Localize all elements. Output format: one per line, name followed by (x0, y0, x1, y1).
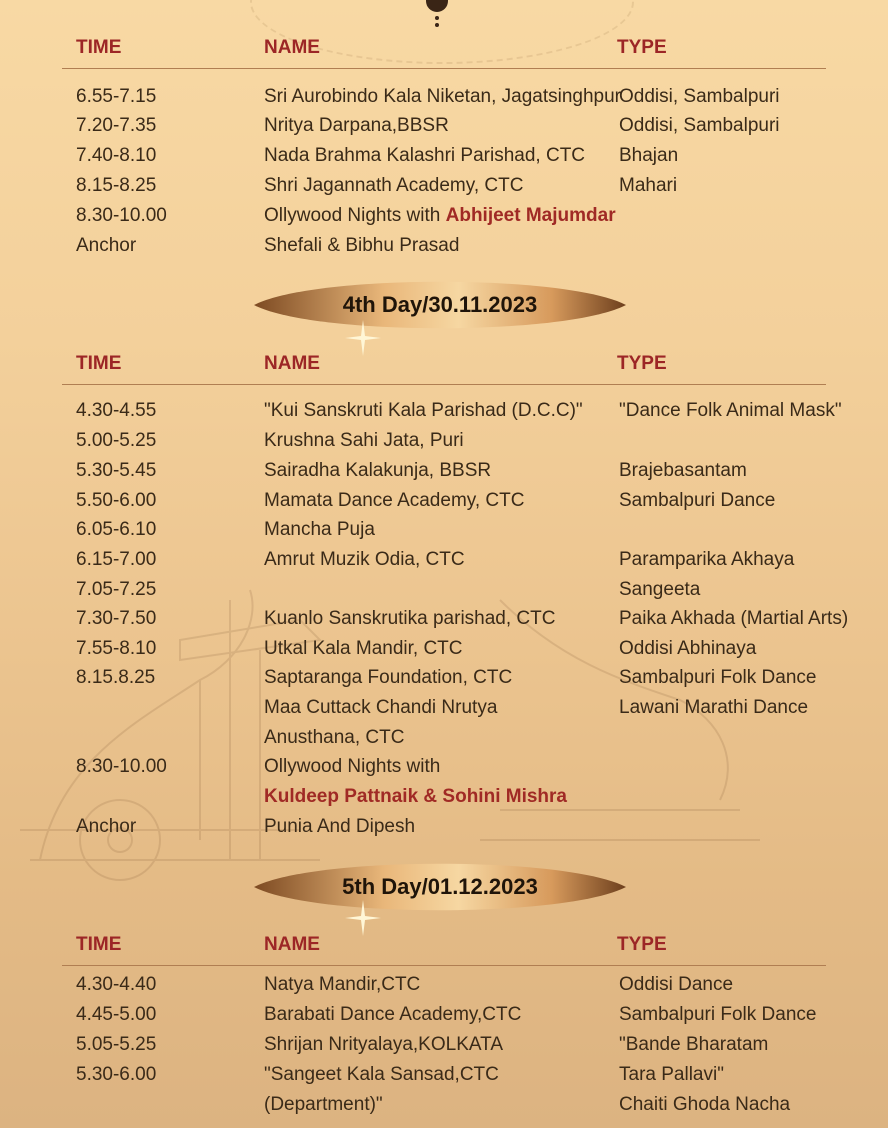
table-row (0, 812, 888, 842)
row-time: 8.15-8.25 (76, 175, 157, 196)
row-name: Natya Mandir,CTC (264, 974, 421, 995)
table-row (0, 575, 888, 605)
row-name: Anusthana, CTC (264, 727, 405, 748)
row-time: 6.55-7.15 (76, 86, 157, 107)
row-time: 7.30-7.50 (76, 608, 157, 629)
time-column-header: TIME (76, 934, 122, 955)
row-time: 8.30-10.00 (76, 205, 167, 226)
row-type: Lawani Marathi Dance (619, 697, 809, 718)
artist-highlight: Kuldeep Pattnaik & Sohini Mishra (264, 786, 567, 807)
row-time: 7.20-7.35 (76, 115, 157, 136)
row-type: "Dance Folk Animal Mask" (619, 400, 842, 421)
row-name: "Sangeet Kala Sansad,CTC (264, 1064, 499, 1085)
table-row (0, 141, 888, 171)
section-3-header (0, 930, 888, 960)
table-row (0, 752, 888, 782)
time-column-header: TIME (76, 353, 122, 374)
row-name: Amrut Muzik Odia, CTC (264, 549, 465, 570)
row-type: Sambalpuri Dance (619, 490, 776, 511)
name-column-header: NAME (264, 37, 320, 58)
row-type: Chaiti Ghoda Nacha (619, 1094, 791, 1115)
day-banner (254, 858, 626, 916)
banner-date: 4th Day/30.11.2023 (342, 292, 538, 317)
table-row (0, 201, 888, 231)
table-row (0, 1090, 888, 1120)
row-name: Shefali & Bibhu Prasad (264, 235, 460, 256)
row-time: 4.30-4.40 (76, 974, 157, 995)
table-row (0, 1060, 888, 1090)
header-divider (62, 965, 826, 966)
row-type: Sambalpuri Folk Dance (619, 1004, 817, 1025)
section-1-header (0, 33, 888, 63)
name-column-header: NAME (264, 353, 320, 374)
row-time: 7.40-8.10 (76, 145, 157, 166)
table-row (0, 1030, 888, 1060)
row-type: Paika Akhada (Martial Arts) (619, 608, 849, 629)
table-row (0, 723, 888, 753)
row-name: "Kui Sanskruti Kala Parishad (D.C.C)" (264, 400, 583, 421)
row-type: Mahari (619, 175, 678, 196)
name-column-header: NAME (264, 934, 320, 955)
row-name (264, 205, 616, 227)
table-row (0, 515, 888, 545)
table-row (0, 663, 888, 693)
row-name: Shrijan Nrityalaya,KOLKATA (264, 1034, 503, 1055)
table-row (0, 231, 888, 261)
row-name: Shri Jagannath Academy, CTC (264, 175, 524, 196)
row-time: 8.30-10.00 (76, 756, 167, 777)
row-name: Kuanlo Sanskrutika parishad, CTC (264, 608, 556, 629)
row-type: Oddisi, Sambalpuri (619, 115, 780, 136)
table-row (0, 782, 888, 812)
row-time: 7.05-7.25 (76, 579, 157, 600)
table-row (0, 634, 888, 664)
row-time: 7.55-8.10 (76, 638, 157, 659)
row-type: Sangeeta (619, 579, 701, 600)
time-column-header: TIME (76, 37, 122, 58)
section-2-header (0, 349, 888, 379)
header-divider (62, 68, 826, 69)
row-name: Mancha Puja (264, 519, 375, 540)
row-type: Oddisi Abhinaya (619, 638, 757, 659)
table-row (0, 456, 888, 486)
row-time: 6.15-7.00 (76, 549, 157, 570)
row-name: (Department)" (264, 1094, 383, 1115)
row-time: 5.30-5.45 (76, 460, 157, 481)
row-name: Sairadha Kalakunja, BBSR (264, 460, 492, 481)
row-name: Punia And Dipesh (264, 816, 416, 837)
table-row (0, 426, 888, 456)
ornament-icon (424, 0, 450, 30)
row-time: 5.30-6.00 (76, 1064, 157, 1085)
row-type: "Bande Bharatam (619, 1034, 769, 1055)
row-type: Sambalpuri Folk Dance (619, 667, 817, 688)
banner-date: 5th Day/01.12.2023 (342, 874, 538, 899)
row-time: 4.30-4.55 (76, 400, 157, 421)
row-type: Oddisi Dance (619, 974, 734, 995)
row-time: 5.00-5.25 (76, 430, 157, 451)
table-row (0, 82, 888, 112)
table-row (0, 970, 888, 1000)
table-row (0, 545, 888, 575)
header-divider (62, 384, 826, 385)
row-time: Anchor (76, 816, 137, 837)
row-type: Tara Pallavi" (619, 1064, 724, 1085)
table-row (0, 693, 888, 723)
row-name: Nritya Darpana,BBSR (264, 115, 449, 136)
row-time: 5.50-6.00 (76, 490, 157, 511)
artist-highlight: Abhijeet Majumdar (445, 205, 616, 226)
row-time: 5.05-5.25 (76, 1034, 157, 1055)
table-row (0, 604, 888, 634)
day-banner (254, 276, 626, 334)
table-row (0, 1000, 888, 1030)
row-name: Barabati Dance Academy,CTC (264, 1004, 522, 1025)
row-name: Krushna Sahi Jata, Puri (264, 430, 464, 451)
row-name: Mamata Dance Academy, CTC (264, 490, 525, 511)
table-row (0, 111, 888, 141)
row-name: Nada Brahma Kalashri Parishad, CTC (264, 145, 586, 166)
row-name: Sri Aurobindo Kala Niketan, Jagatsinghpur (264, 86, 622, 107)
row-name-text: Ollywood Nights with (264, 205, 446, 226)
row-time: Anchor (76, 235, 137, 256)
row-name: Utkal Kala Mandir, CTC (264, 638, 463, 659)
row-time: 6.05-6.10 (76, 519, 157, 540)
table-row (0, 396, 888, 426)
row-type: Brajebasantam (619, 460, 747, 481)
type-column-header: TYPE (617, 37, 667, 58)
type-column-header: TYPE (617, 353, 667, 374)
type-column-header: TYPE (617, 934, 667, 955)
row-name: Saptaranga Foundation, CTC (264, 667, 513, 688)
row-type: Bhajan (619, 145, 679, 166)
table-row (0, 171, 888, 201)
row-type: Oddisi, Sambalpuri (619, 86, 780, 107)
row-name: Ollywood Nights with (264, 756, 441, 777)
row-name: Maa Cuttack Chandi Nrutya (264, 697, 498, 718)
row-time: 4.45-5.00 (76, 1004, 157, 1025)
table-row (0, 486, 888, 516)
row-type: Paramparika Akhaya (619, 549, 795, 570)
row-time: 8.15.8.25 (76, 667, 156, 688)
